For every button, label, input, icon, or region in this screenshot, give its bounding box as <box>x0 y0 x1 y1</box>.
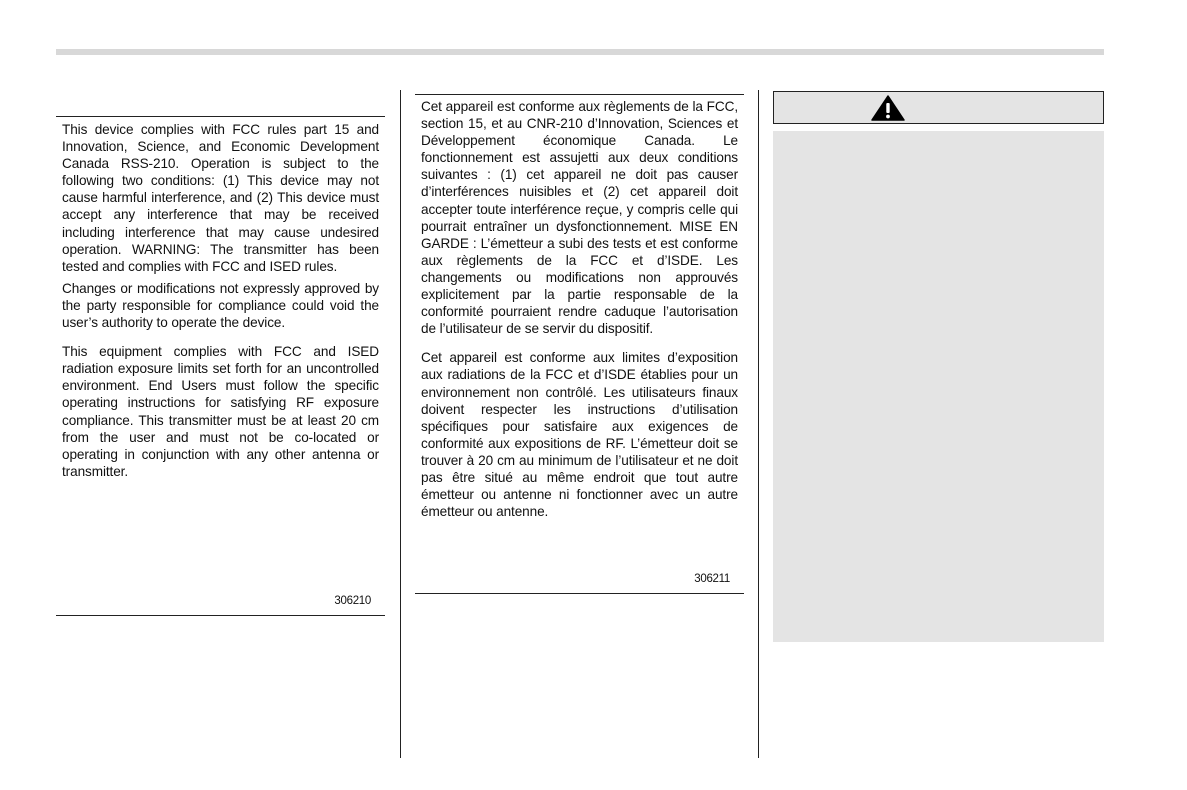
fcc-notice-french <box>415 94 744 594</box>
fcc-notice-english <box>56 116 385 616</box>
warning-header <box>773 91 1104 124</box>
column-divider-right <box>758 90 759 758</box>
french-paragraph-2: Cet appareil est conforme aux limites d’exposition aux radiations de la FCC et d’ISDE établies pour un environnement non contrôlé. Les utilisateurs finaux doivent respecter les instructions d’utilisation spécifiques pour satisfaire aux exigences de conformité aux expositions de RF. L’émetteur doit se trouver à 20 cm au minimum de l’utilisateur et ne doit pas être situé au même endroit que tout autre émetteur ou antenne ni fonctionner avec un autre émetteur ou antenne. <box>421 350 738 520</box>
figure-code-left: 306210 <box>334 595 371 607</box>
page-header-rule <box>56 49 1104 55</box>
english-paragraph-1: This device complies with FCC rules part 15 and Innovation, Science, and Economic Development Canada RSS-210. Operation is subject to the following two conditions: (1) This device may not cause harmful interference, and (2) This device must accept any interference that may be received including interference that may cause undesired operation. WARNING: The transmitter has been tested and complies with FCC and ISED rules. <box>62 122 379 274</box>
french-paragraph-1: Cet appareil est conforme aux règlements de la FCC, section 15, et au CNR-210 d’Innovation, Sciences et Développement économique Canada. Le fonctionnement est assujetti aux deux conditions suivantes : (1) cet appareil ne doit pas causer d’interférences nuisibles et (2) cet appareil doit accepter toute interférence reçue, y compris celle qui pourrait entraîner un dysfonctionnement. MISE EN GARDE : L’émetteur a subi des tests et est conforme aux règlements de la FCC et d’ISDE. Les changements ou modifications non approuvés explicitement par la partie responsable de la conformité pourraient rendre caduque l’autorisation de l’utilisateur de se servir du dispositif. <box>421 99 738 337</box>
english-paragraph-3: This equipment complies with FCC and ISED radiation exposure limits set forth for an uncontrolled environment. End Users must follow the specific operating instructions for satisfying RF exposure compliance. This transmitter must be at least 20 cm from the user and must not be co-located or operating in conjunction with any other antenna or transmitter. <box>62 344 379 479</box>
warning-body <box>773 131 1104 642</box>
english-paragraph-2: Changes or modifications not expressly approved by the party responsible for compliance could void the user’s authority to operate the device. <box>62 280 379 331</box>
warning-triangle-icon <box>871 95 905 121</box>
figure-code-middle: 306211 <box>694 573 730 585</box>
column-divider-left <box>400 90 401 758</box>
